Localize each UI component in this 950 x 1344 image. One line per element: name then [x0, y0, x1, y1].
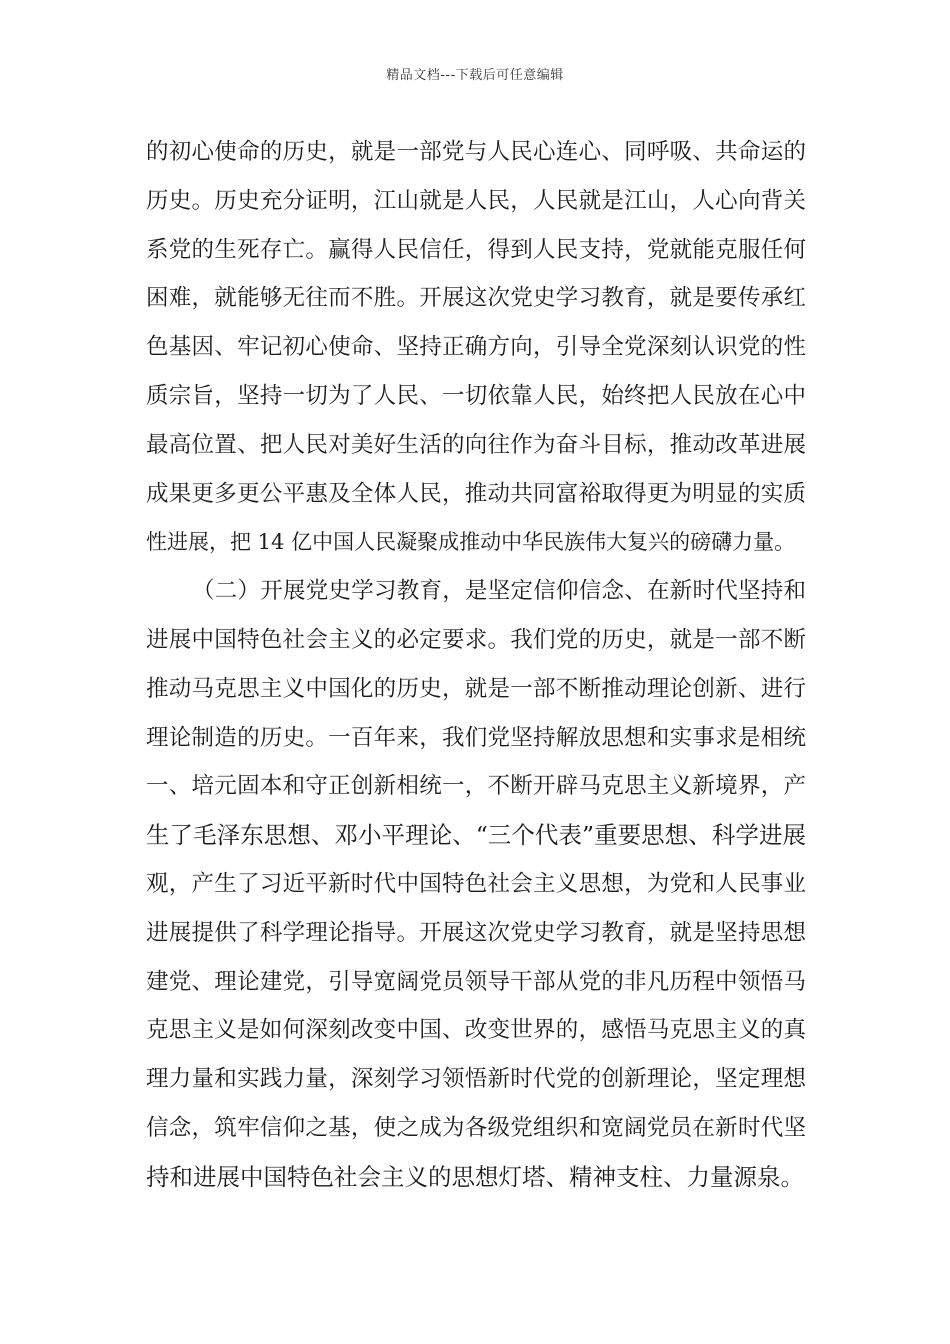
text-line: 推动马克思主义中国化的历史，就是一部不断推动理论创新、进行 [146, 675, 806, 702]
text-line: 持和进展中国特色社会主义的思想灯塔、精神支柱、力量源泉。 [146, 1162, 804, 1191]
text-line: 质宗旨，坚持一切为了人民、一切依靠人民，始终把人民放在心中 [146, 382, 806, 409]
text-line: 困难，就能够无往而不胜。开展这次党史学习教育，就是要传承红 [146, 285, 806, 312]
text-line: 一、培元固本和守正创新相统一，不断开辟马克思主义新境界，产 [146, 773, 806, 800]
text-line: 信念，筑牢信仰之基，使之成为各级党组织和宽阔党员在新时代坚 [146, 1114, 806, 1141]
text-line: 观，产生了习近平新时代中国特色社会主义思想，为党和人民事业 [146, 870, 806, 897]
page-header: 精品文档---下载后可任意编辑 [386, 68, 564, 83]
text-line: 生了毛泽东思想、邓小平理论、“三个代表”重要思想、科学进展 [146, 821, 806, 850]
text-line: 最高位置、把人民对美好生活的向往作为奋斗目标，推动改革进展 [146, 431, 806, 458]
document-body [146, 128, 806, 1202]
text-line: 系党的生死存亡。赢得人民信任，得到人民支持，党就能克服任何 [146, 236, 806, 263]
text-line: 理论制造的历史。一百年来，我们党坚持解放思想和实事求是相统 [146, 724, 806, 751]
text-line: 建党、理论建党，引导宽阔党员领导干部从党的非凡历程中领悟马 [146, 968, 806, 995]
text-line: 的初心使命的历史，就是一部党与人民心连心、同呼吸、共命运的 [146, 139, 806, 165]
text-line: 进展提供了科学理论指导。开展这次党史学习教育，就是坚持思想 [146, 919, 806, 946]
text-line: 进展中国特色社会主义的必定要求。我们党的历史，就是一部不断 [146, 626, 806, 653]
text-line: 成果更多更公平惠及全体人民，推动共同富裕取得更为明显的实质 [146, 480, 806, 507]
text-line: 克思主义是如何深刻改变中国、改变世界的，感悟马克思主义的真 [146, 1017, 806, 1044]
text-line: （二）开展党史学习教育，是坚定信仰信念、在新时代坚持和 [192, 578, 806, 605]
text-line: 历史。历史充分证明，江山就是人民，人民就是江山，人心向背关 [146, 187, 806, 214]
text-line: 理力量和实践力量，深刻学习领悟新时代党的创新理论，坚定理想 [146, 1066, 806, 1093]
text-line: 性进展，把 14 亿中国人民凝聚成推动中华民族伟大复兴的磅礴力量。 [146, 530, 796, 555]
text-line: 色基因、牢记初心使命、坚持正确方向，引导全党深刻认识党的性 [146, 334, 806, 361]
